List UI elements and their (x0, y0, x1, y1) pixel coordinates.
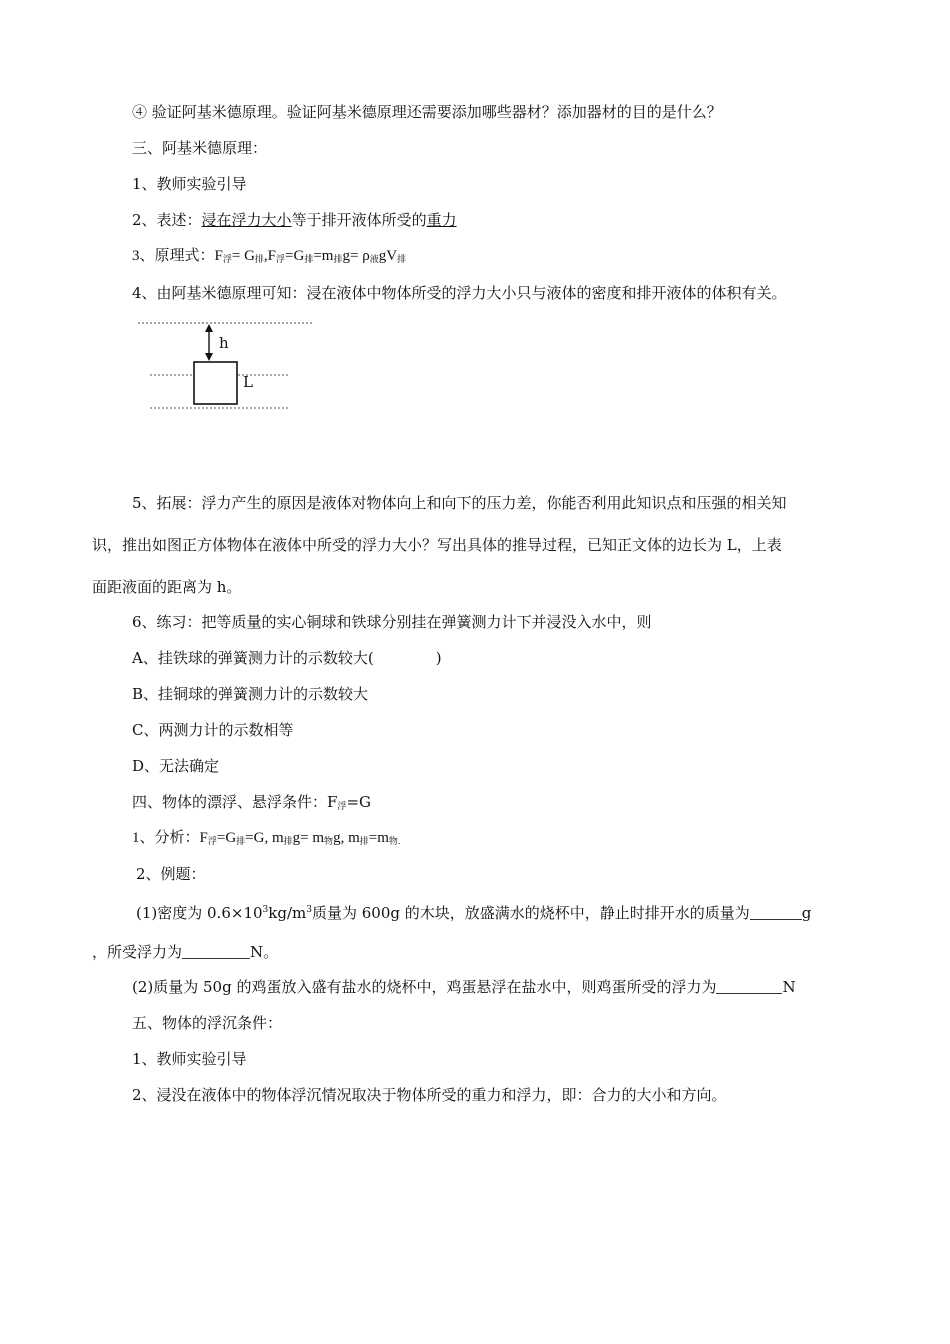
answer-blank-buoyancy-2[interactable] (716, 979, 782, 994)
formula-text: gV (378, 248, 398, 264)
section-heading-sink-float: 五、物体的浮沉条件： (132, 1014, 283, 1032)
analysis-text: g= m (292, 830, 325, 846)
statement-underlined-2: 重力 (426, 211, 457, 229)
analysis-sub: 物. (388, 836, 401, 846)
item-teacher-experiment: 1、教师实验引导 (132, 175, 247, 193)
item-extension-line2: 识，推出如图正方体物体在液体中所受的浮力大小？写出具体的推导过程，已知正文体的边长为 L，上表 (92, 536, 782, 554)
formula-sub: 排 (254, 254, 264, 264)
option-d: D、无法确定 (132, 757, 220, 775)
answer-blank-buoyancy-1[interactable] (182, 944, 250, 959)
option-a-paren: ) (435, 649, 442, 667)
formula-text: =m (313, 248, 334, 264)
depth-label-h: h (219, 334, 229, 352)
option-c: C、两测力计的示数相等 (132, 721, 294, 739)
example-1-text: kg/m (268, 904, 307, 922)
heading-sub: 浮 (337, 802, 347, 812)
item-exercise: 6、练习：把等质量的实心铜球和铁球分别挂在弹簧测力计下并浸没入水中，则 (132, 613, 652, 631)
example-1-text: ，所受浮力为 (92, 943, 183, 961)
formula-text: = G (231, 248, 255, 264)
statement-underlined-1: 浸在浮力大小 (201, 211, 292, 229)
example-1-unit: N。 (250, 943, 279, 961)
item-sink-float-condition: 2、浸没在液体中的物体浮沉情况取决于物体所受的重力和浮力，即：合力的大小和方向。 (132, 1086, 727, 1104)
analysis-sub: 物 (324, 836, 334, 846)
item-analysis (132, 828, 400, 851)
item-teacher-experiment-2: 1、教师实验引导 (132, 1050, 247, 1068)
analysis-sub: 排 (359, 836, 369, 846)
formula-text: g= ρ (342, 248, 370, 264)
analysis-sub: 排 (283, 836, 293, 846)
formula-sub: 浮 (276, 254, 286, 264)
item-archimedes-conclusion: 4、由阿基米德原理可知：浸在液体中物体所受的浮力大小只与液体的密度和排开液体的体积有关。 (132, 284, 787, 302)
analysis-text: =m (368, 830, 389, 846)
formula-text: ,F (263, 248, 277, 264)
item-formula (132, 246, 406, 269)
formula-sub: 排 (397, 254, 407, 264)
example-2-text: (2)质量为 50g 的鸡蛋放入盛有盐水的烧杯中，鸡蛋悬浮在盐水中，则鸡蛋所受的浮力为 (132, 978, 717, 996)
formula-sub: 液 (369, 254, 379, 264)
side-label-L: L (243, 373, 253, 391)
example-1-unit: g (801, 904, 812, 922)
formula-sub: 排 (333, 254, 343, 264)
option-b: B、挂铜球的弹簧测力计的示数较大 (132, 685, 369, 703)
formula-sub: 浮 (222, 254, 232, 264)
item-extension-line1: 5、拓展：浮力产生的原因是液体对物体向上和向下的压力差，你能否利用此知识点和压强的相关知 (132, 494, 787, 512)
depth-arrow-head-down (205, 353, 213, 361)
analysis-text: =G (216, 830, 237, 846)
example-1-line1 (136, 900, 811, 923)
answer-blank-mass[interactable] (750, 905, 802, 920)
section-heading-archimedes-principle: 三、阿基米德原理： (132, 139, 268, 157)
analysis-text: g, m (333, 830, 360, 846)
paragraph-verify-archimedes: ④ 验证阿基米德原理。验证阿基米德原理还需要添加哪些器材？添加器材的目的是什么？ (132, 103, 722, 121)
option-a (132, 648, 442, 668)
item-examples: 2、例题： (136, 865, 206, 883)
option-a-text: A、挂铁球的弹簧测力计的示数较大( (132, 649, 374, 667)
analysis-sub: 浮 (207, 836, 217, 846)
example-1-sup: 3 (306, 905, 312, 915)
example-1-line2 (92, 942, 278, 962)
formula-text: 3、原理式：F (132, 248, 223, 264)
formula-text: =G (285, 248, 305, 264)
cube-square (194, 362, 237, 404)
statement-middle: 等于排开液体所受的 (291, 211, 427, 229)
depth-arrow-head-up (205, 324, 213, 332)
heading-text: =G (346, 793, 371, 811)
section-heading-floating (132, 792, 371, 817)
example-1-text: 质量为 600g 的木块，放盛满水的烧杯中，静止时排开水的质量为 (311, 904, 750, 922)
heading-text: 四、物体的漂浮、悬浮条件：F (132, 793, 338, 811)
example-2 (132, 977, 796, 997)
item-statement (132, 210, 457, 230)
analysis-text: 1、分析：F (132, 830, 208, 846)
analysis-text: =G, m (245, 830, 284, 846)
cube-in-liquid-figure (130, 315, 320, 420)
example-1-sup: 3 (262, 905, 269, 915)
analysis-sub: 排 (236, 836, 246, 846)
example-2-unit: N (782, 978, 796, 996)
item-extension-line3: 面距液面的距离为 h。 (92, 578, 242, 596)
statement-label: 2、表述： (132, 211, 202, 229)
example-1-text: (1)密度为 0.6×10 (136, 904, 263, 922)
formula-sub: 排 (304, 254, 314, 264)
